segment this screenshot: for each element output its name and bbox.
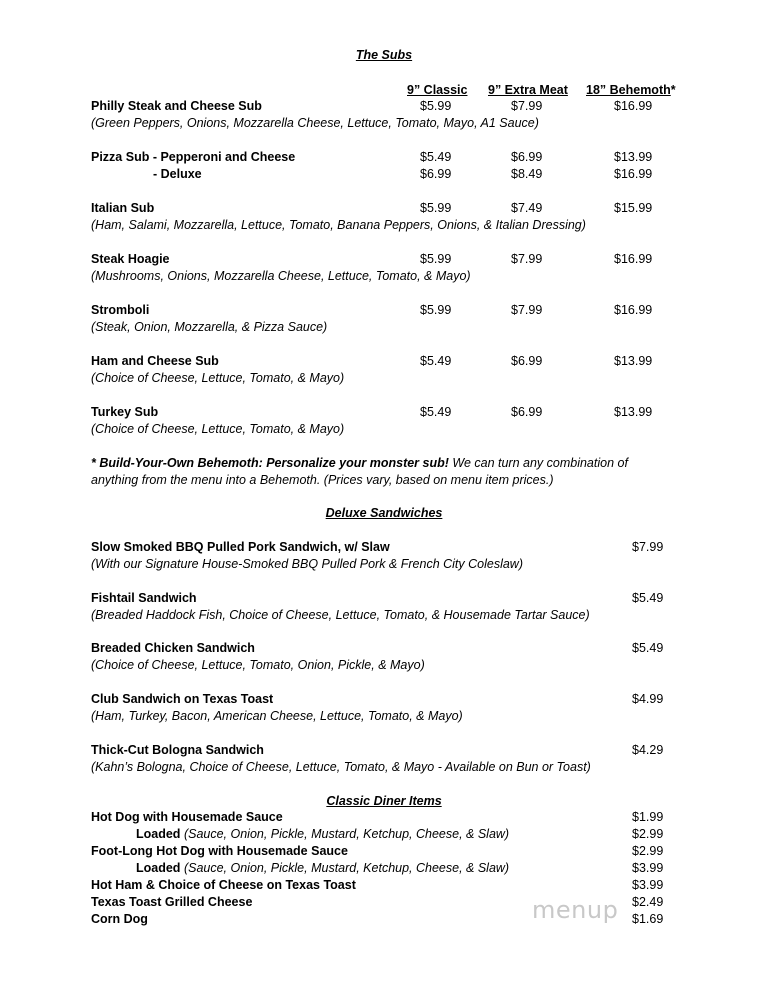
price-extra-meat: $7.99 [511,99,543,113]
behemoth-note-bold: * Build-Your-Own Behemoth: Personalize your monster sub! [91,456,449,470]
item-name: - Deluxe [153,167,202,181]
header-classic: 9” Classic [407,83,468,97]
price-classic: $5.49 [420,150,452,164]
item-price: $2.99 [632,844,664,858]
price-extra-meat: $7.49 [511,201,543,215]
item-name: Pizza Sub - Pepperoni and Cheese [91,150,296,164]
item-name: Steak Hoagie [91,252,170,266]
price-behemoth: $16.99 [614,303,653,317]
item-price: $1.69 [632,912,664,926]
item-price: $5.49 [632,591,664,605]
deluxe-section-title: Deluxe Sandwiches [325,506,443,520]
item-description: (Green Peppers, Onions, Mozzarella Cheese, Lettuce, Tomato, Mayo, A1 Sauce) [91,116,539,130]
item-description: (Mushrooms, Onions, Mozzarella Cheese, Lettuce, Tomato, & Mayo) [91,269,471,283]
item-name: Fishtail Sandwich [91,591,197,605]
item-description: (Choice of Cheese, Lettuce, Tomato, Onion, Pickle, & Mayo) [91,658,425,672]
price-behemoth: $13.99 [614,354,653,368]
item-description: (With our Signature House-Smoked BBQ Pulled Pork & French City Coleslaw) [91,557,524,571]
item-name: Club Sandwich on Texas Toast [91,692,274,706]
item-name: Turkey Sub [91,405,159,419]
price-behemoth: $13.99 [614,150,653,164]
menupages-watermark: menup [532,896,619,924]
item-price: $2.49 [632,895,664,909]
price-classic: $5.99 [420,252,452,266]
price-behemoth: $15.99 [614,201,653,215]
price-classic: $5.49 [420,405,452,419]
item-name: Loaded [136,827,181,841]
item-price: $4.29 [632,743,664,757]
price-behemoth: $13.99 [614,405,653,419]
item-name: Hot Dog with Housemade Sauce [91,810,283,824]
header-behemoth [586,82,676,98]
item-description: (Sauce, Onion, Pickle, Mustard, Ketchup, Cheese, & Slaw) [183,861,510,875]
item-name: Stromboli [91,303,150,317]
price-classic: $6.99 [420,167,452,181]
behemoth-note-rest: We can turn any combination of [448,456,628,470]
item-price: $2.99 [632,827,664,841]
header-behemoth-asterisk: * [670,83,676,97]
item-description: (Kahn’s Bologna, Choice of Cheese, Lettuce, Tomato, & Mayo - Available on Bun or Toast) [91,760,591,774]
price-classic: $5.49 [420,354,452,368]
item-name: Loaded [136,861,181,875]
price-extra-meat: $6.99 [511,354,543,368]
item-name: Breaded Chicken Sandwich [91,641,255,655]
price-classic: $5.99 [420,201,452,215]
item-name: Slow Smoked BBQ Pulled Pork Sandwich, w/ Slaw [91,540,390,554]
header-extra-meat: 9” Extra Meat [488,83,568,97]
item-description: (Choice of Cheese, Lettuce, Tomato, & Mayo) [91,371,345,385]
item-description: (Choice of Cheese, Lettuce, Tomato, & Mayo) [91,422,345,436]
item-price: $4.99 [632,692,664,706]
item-name: Philly Steak and Cheese Sub [91,99,262,113]
price-classic: $5.99 [420,99,452,113]
item-price: $3.99 [632,861,664,875]
loaded-option [136,826,509,842]
price-classic: $5.99 [420,303,452,317]
price-behemoth: $16.99 [614,252,653,266]
item-description: (Sauce, Onion, Pickle, Mustard, Ketchup, Cheese, & Slaw) [183,827,510,841]
price-behemoth: $16.99 [614,99,653,113]
behemoth-note-line2: anything from the menu into a Behemoth. (Prices vary, based on menu item prices.) [91,473,554,487]
item-price: $3.99 [632,878,664,892]
item-description: (Steak, Onion, Mozzarella, & Pizza Sauce) [91,320,328,334]
item-description: (Breaded Haddock Fish, Choice of Cheese, Lettuce, Tomato, & Housemade Tartar Sauce) [91,608,590,622]
loaded-option [136,860,509,876]
diner-section-title: Classic Diner Items [326,794,442,808]
item-name: Italian Sub [91,201,155,215]
item-name: Corn Dog [91,912,148,926]
item-name: Thick-Cut Bologna Sandwich [91,743,264,757]
item-price: $7.99 [632,540,664,554]
item-description: (Ham, Salami, Mozzarella, Lettuce, Tomato, Banana Peppers, Onions, & Italian Dressing) [91,218,586,232]
price-behemoth: $16.99 [614,167,653,181]
item-name: Ham and Cheese Sub [91,354,219,368]
subs-section-title: The Subs [355,48,413,62]
header-behemoth-label: 18” Behemoth [586,83,671,97]
item-price: $1.99 [632,810,664,824]
price-extra-meat: $6.99 [511,405,543,419]
item-name: Hot Ham & Choice of Cheese on Texas Toast [91,878,356,892]
price-extra-meat: $6.99 [511,150,543,164]
price-extra-meat: $7.99 [511,303,543,317]
behemoth-note [91,455,628,471]
item-name: Texas Toast Grilled Cheese [91,895,253,909]
item-name: Foot-Long Hot Dog with Housemade Sauce [91,844,348,858]
item-description: (Ham, Turkey, Bacon, American Cheese, Lettuce, Tomato, & Mayo) [91,709,463,723]
price-extra-meat: $7.99 [511,252,543,266]
item-price: $5.49 [632,641,664,655]
price-extra-meat: $8.49 [511,167,543,181]
